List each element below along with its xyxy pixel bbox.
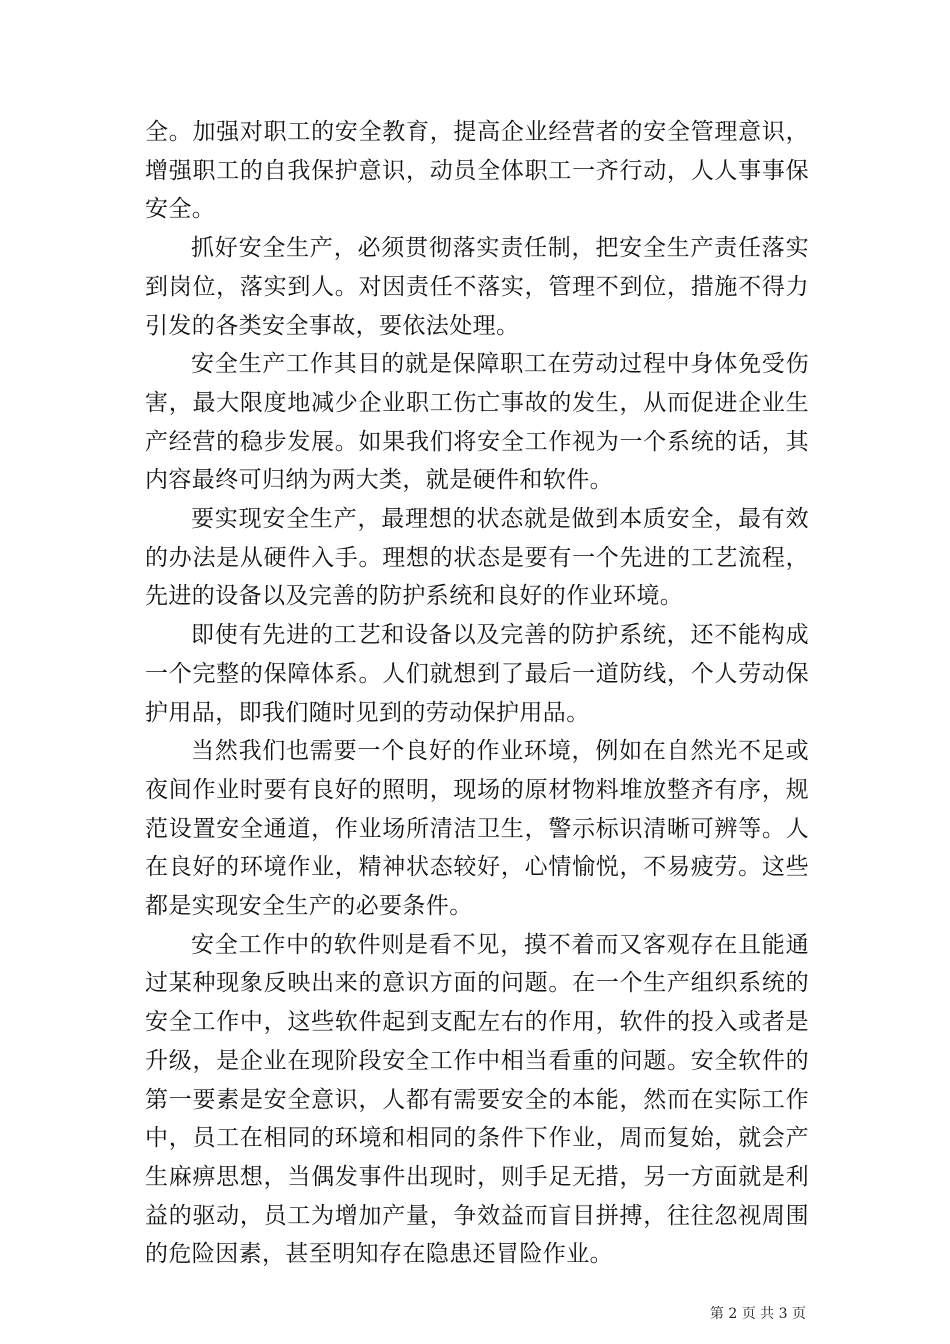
paragraph: 要实现安全生产，最理想的状态就是做到本质安全，最有效的办法是从硬件入手。理想的状态是要有一个先进的工艺流程，先进的设备以及完善的防护系统和良好的作业环境。	[145, 506, 809, 610]
paragraph: 抓好安全生产，必须贯彻落实责任制，把安全生产责任落实到岗位，落实到人。对因责任不落实，管理不到位，措施不得力引发的各类安全事故，要依法处理。	[145, 235, 809, 339]
paragraph: 当然我们也需要一个良好的作业环境，例如在自然光不足或夜间作业时要有良好的照明，现场的原材物料堆放整齐有序，规范设置安全通道，作业场所清洁卫生，警示标识清晰可辨等。人在良好的环境作业，精神状态较好，心情愉悦，不易疲劳。这些都是实现安全生产的必要条件。	[145, 738, 809, 920]
document-body	[145, 113, 809, 1274]
page-number-footer: 第 2 页 共 3 页	[709, 1306, 806, 1322]
paragraph: 安全生产工作其目的就是保障职工在劳动过程中身体免受伤害，最大限度地减少企业职工伤亡事故的发生，从而促进企业生产经营的稳步发展。如果我们将安全工作视为一个系统的话，其内容最终可归纳为两大类，就是硬件和软件。	[145, 351, 809, 494]
paragraph: 全。加强对职工的安全教育，提高企业经营者的安全管理意识，增强职工的自我保护意识，动员全体职工一齐行动，人人事事保安全。	[145, 119, 809, 223]
paragraph: 即使有先进的工艺和设备以及完善的防护系统，还不能构成一个完整的保障体系。人们就想到了最后一道防线，个人劳动保护用品，即我们随时见到的劳动保护用品。	[145, 622, 809, 726]
paragraph: 安全工作中的软件则是看不见，摸不着而又客观存在且能通过某种现象反映出来的意识方面的问题。在一个生产组织系统的安全工作中，这些软件起到支配左右的作用，软件的投入或者是升级，是企业在现阶段安全工作中相当看重的问题。安全软件的第一要素是安全意识，人都有需要安全的本能，然而在实际工作中，员工在相同的环境和相同的条件下作业，周而复始，就会产生麻痹思想，当偶发事件出现时，则手足无措，另一方面就是利益的驱动，员工为增加产量，争效益而盲目拼搏，往往忽视周围的危险因素，甚至明知存在隐患还冒险作业。	[145, 931, 809, 1268]
